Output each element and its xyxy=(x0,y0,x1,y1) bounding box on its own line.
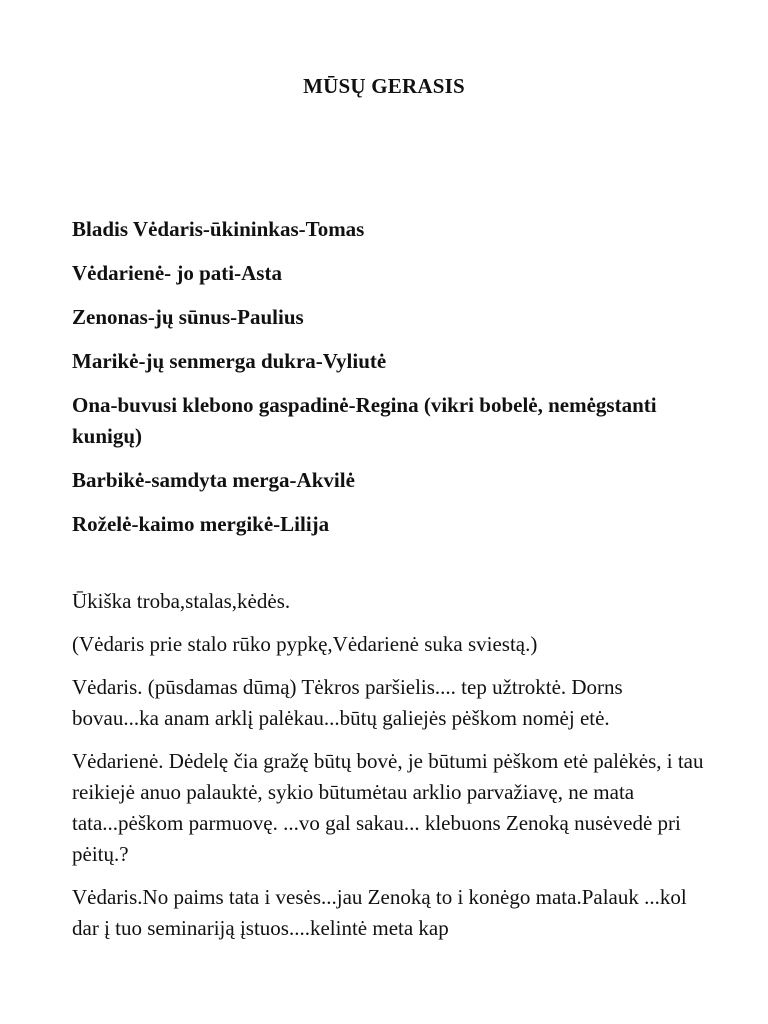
page-title: MŪSŲ GERASIS xyxy=(303,74,465,98)
dialogue-paragraph: Vėdaris.No paims tata i vesės...jau Zenoką to i konėgo mata.Palauk ...kol dar į tuo seminariją įstuos....kelintė meta kap xyxy=(72,885,687,940)
stage-setting: Ūkiška troba,stalas,kėdės. xyxy=(72,589,291,613)
cast-item: Marikė-jų senmerga dukra-Vyliutė xyxy=(72,349,387,373)
dialogue-paragraph: Vėdaris. (pūsdamas dūmą) Tėkros paršielis.... tep užtroktė. Dorns bovau...ka anam arklį palėkau...būtų galiejės pėškom nomėj etė. xyxy=(72,675,623,730)
stage-direction: (Vėdaris prie stalo rūko pypkę,Vėdarienė suka sviestą.) xyxy=(72,632,538,656)
cast-item: Bladis Vėdaris-ūkininkas-Tomas xyxy=(72,217,365,241)
cast-item: Zenonas-jų sūnus-Paulius xyxy=(72,305,304,329)
script-body xyxy=(72,586,712,956)
cast-list xyxy=(72,214,712,553)
cast-item: Ona-buvusi klebono gaspadinė-Regina (vikri bobelė, nemėgstanti kunigų) xyxy=(72,393,657,448)
dialogue-paragraph: Vėdarienė. Dėdelę čia gražę būtų bovė, je būtumi pėškom etė palėkės, i tau reikiejė anuo palauktė, sykio būtumėtau arklio parvažiavę, ne mata tata...pėškom parmuovę. ...vo gal sakau... klebuons Zenoką nusėvedė pri pėitų.? xyxy=(72,749,704,866)
cast-item: Barbikė-samdyta merga-Akvilė xyxy=(72,468,355,492)
cast-item: Vėdarienė- jo pati-Asta xyxy=(72,261,282,285)
cast-item: Roželė-kaimo mergikė-Lilija xyxy=(72,512,330,536)
